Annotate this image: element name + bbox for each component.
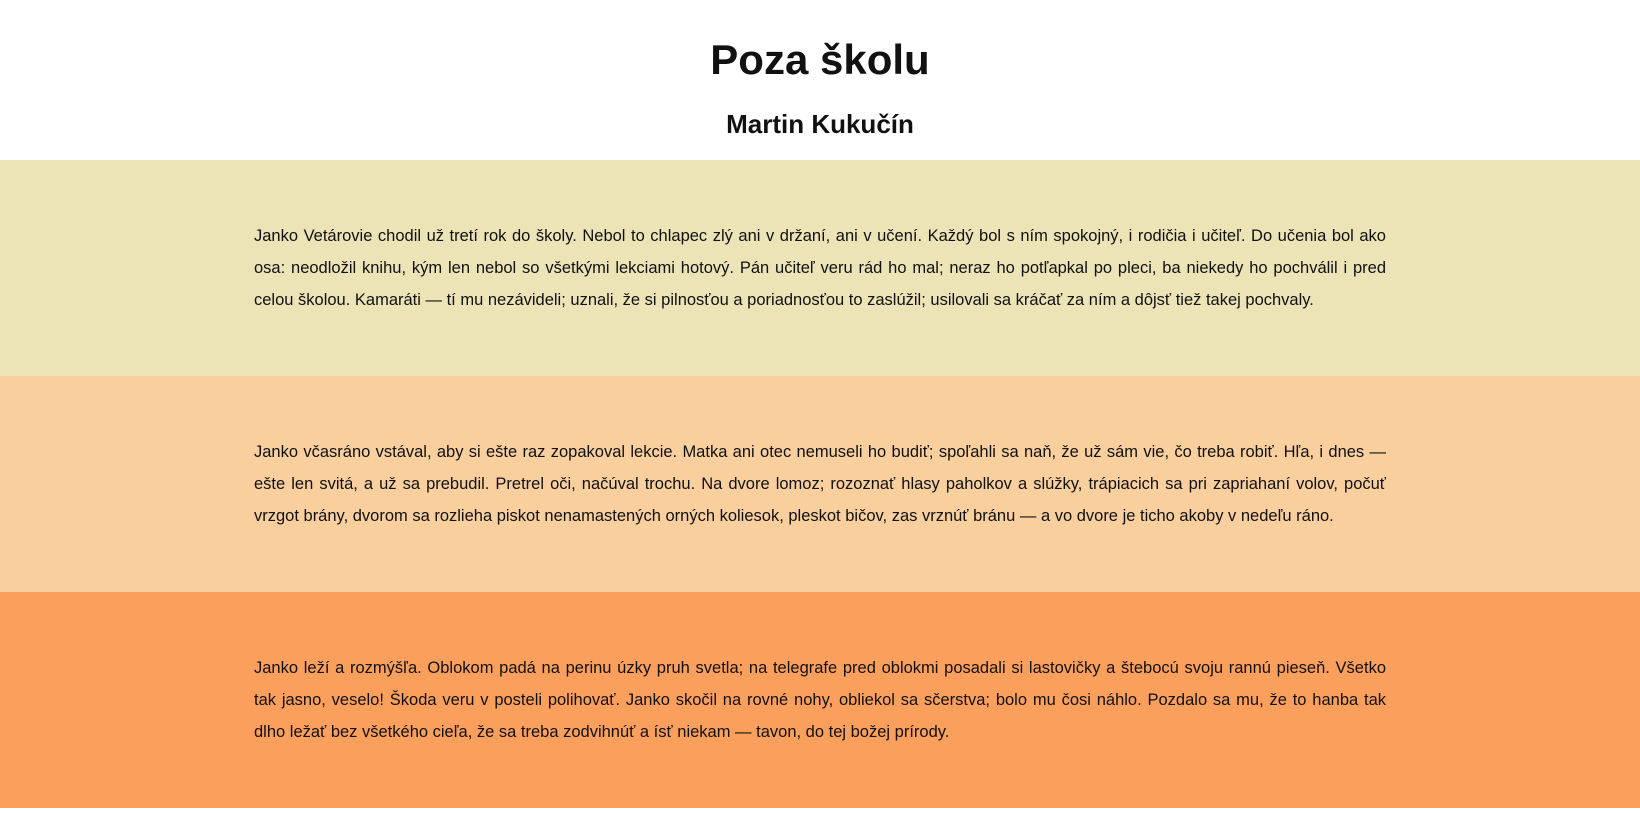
paragraph-2: Janko včasráno vstával, aby si ešte raz zopakoval lekcie. Matka ani otec nemuseli ho budiť; spoľahli sa naň, že už sám vie, čo treba robiť. Hľa, i dnes — ešte len svitá, a už sa prebudil. Pretrel oči, načúval trochu. Na dvore lomoz; rozoznať hlasy paholkov a slúžky, trápiacich sa pri zapriahaní volov, počuť vrzgot brány, dvorom sa rozlieha piskot nenamastených orných koliesok, pleskot bičov, zas vrznúť bránu — a vo dvore je ticho akoby v nedeľu ráno. bbox=[254, 443, 1386, 525]
author-name: Martin Kukučín bbox=[726, 109, 914, 139]
section-1 bbox=[0, 160, 1640, 376]
paragraph-1: Janko Vetárovie chodil už tretí rok do školy. Nebol to chlapec zlý ani v držaní, ani v učení. Každý bol s ním spokojný, i rodičia i učiteľ. Do učenia bol ako osa: neodložil knihu, kým len nebol so všetkými lekciami hotový. Pán učiteľ veru rád ho mal; neraz ho potľapkal po pleci, ba niekedy ho pochválil i pred celou školou. Kamaráti — tí mu nezávideli; uznali, že si pilnosťou a poriadnosťou to zaslúžil; usilovali sa kráčať za ním a dôjsť tiež takej pochvaly. bbox=[254, 227, 1386, 309]
paragraph-3: Janko leží a rozmýšľa. Oblokom padá na perinu úzky pruh svetla; na telegrafe pred oblokmi posadali si lastovičky a štebocú svoju rannú pieseň. Všetko tak jasno, veselo! Škoda veru v posteli polihovať. Janko skočil na rovné nohy, obliekol sa sčerstva; bolo mu čosi náhlo. Pozdalo sa mu, že to hanba tak dlho ležať bez všetkého cieľa, že sa treba zodvihnúť a ísť niekam — tavon, do tej božej prírody. bbox=[254, 659, 1386, 741]
page-header bbox=[0, 0, 1640, 160]
section-3 bbox=[0, 592, 1640, 808]
section-2 bbox=[0, 376, 1640, 592]
page-title: Poza školu bbox=[710, 36, 930, 83]
